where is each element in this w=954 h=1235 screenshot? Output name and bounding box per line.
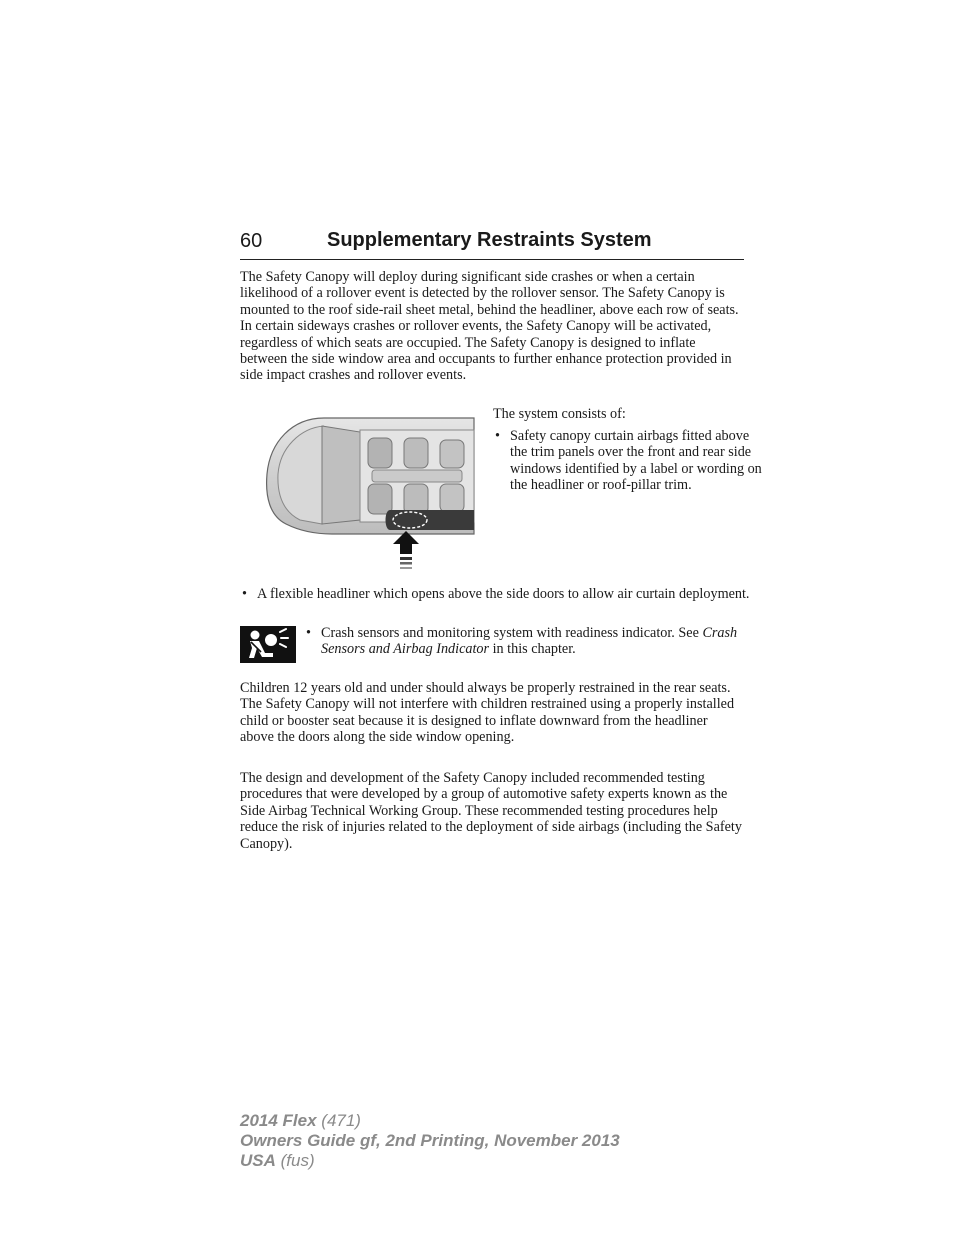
footer-region: USA <box>240 1151 276 1170</box>
bullet-text-before: Crash sensors and monitoring system with readiness indicator. See <box>321 625 703 641</box>
bullet-text: Safety canopy curtain airbags fitted above the trim panels over the front and rear side windows identified by a label or wording on the headliner or roof-pillar trim. <box>510 428 762 494</box>
paragraph-children: Children 12 years old and under should always be properly restrained in the rear seats. The Safety Canopy will not interfere with children restrained using a properly installed child or booster seat because it is designed to inflate downward from the headliner above the doors along the side window opening. <box>240 680 735 746</box>
page-title: Supplementary Restraints System <box>327 229 652 251</box>
bullet-text: A flexible headliner which opens above the side doors to allow air curtain deployment. <box>257 586 750 602</box>
footer-line-1 <box>240 1111 744 1131</box>
car-top-view-canopy-icon <box>262 412 477 572</box>
bullet-curtain-airbags <box>493 428 762 494</box>
footer-guide: Owners Guide gf, 2nd Printing, November 2013 <box>240 1131 620 1150</box>
page-footer <box>240 1111 744 1171</box>
bullet-text-after: in this chapter. <box>489 641 576 658</box>
airbag-indicator-icon <box>240 626 296 663</box>
bullet-crash-sensors <box>304 625 761 658</box>
bullet-dot: • <box>495 428 500 444</box>
bullet-dot: • <box>306 625 311 641</box>
footer-line-2 <box>240 1131 744 1151</box>
footer-code: (471) <box>316 1111 361 1130</box>
page-number: 60 <box>240 230 263 252</box>
cross-reference-link: Crash Sensors and Airbag Indicator <box>321 625 738 658</box>
system-intro: The system consists of: <box>493 406 626 422</box>
paragraph-canopy-deploy: The Safety Canopy will deploy during significant side crashes or when a certain likelihood of a rollover event is detected by the rollover sensor. The Safety Canopy is mounted to the roof side-rail sheet metal, behind the headliner, above each row of seats. In certain sideways crashes or rollover events, the Safety Canopy will be activated, regardless of which seats are occupied. The Safety Canopy is designed to inflate between the side window area and occupants to further enhance protection provided in side impact crashes and rollover events. <box>240 269 739 384</box>
footer-region-code: (fus) <box>275 1151 315 1170</box>
paragraph-design: The design and development of the Safety Canopy included recommended testing procedures that were developed by a group of automotive safety experts known as the Side Airbag Technical Working Group. These recommended testing procedures help reduce the risk of injuries related to the deployment of side airbags (including the Safety Canopy). <box>240 770 742 852</box>
page-header <box>240 229 744 260</box>
footer-model: 2014 Flex <box>240 1111 317 1130</box>
footer-line-3 <box>240 1151 744 1171</box>
bullet-dot: • <box>242 586 247 602</box>
bullet-flexible-headliner <box>240 586 761 602</box>
